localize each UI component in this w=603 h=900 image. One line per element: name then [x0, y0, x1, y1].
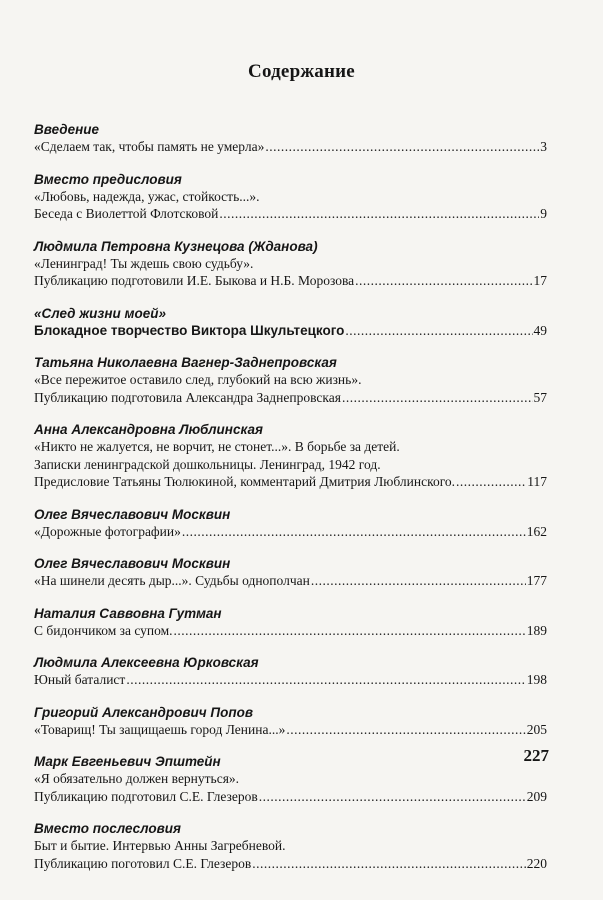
entry-page-number: 177: [526, 573, 547, 588]
entry-title-line: «Сделаем так, чтобы память не умерла» ..... 3: [34, 138, 547, 156]
entry-title-line: Юный баталист ..... 198: [34, 671, 547, 689]
toc-entry-foreword[interactable]: [34, 171, 547, 223]
entry-author: Олег Вячеславович Москвин: [34, 556, 231, 571]
entry-page-number: 198: [526, 672, 547, 687]
entry-title-line: «Дорожные фотографии» ..... 162: [34, 523, 547, 541]
entry-title-line: С бидончиком за супом. ..... 189: [34, 622, 547, 640]
leader-dots: [219, 205, 539, 223]
entry-title-line: «Все пережитое оставило след, глубокий на всю жизнь».: [34, 372, 362, 387]
entry-page-number: 17: [533, 273, 547, 288]
leader-dots: [252, 855, 525, 873]
toc-entry-popov[interactable]: [34, 704, 547, 739]
entry-title-line: Беседа с Виолеттой Флотсковой ..... 9: [34, 205, 547, 223]
entry-page-number: 205: [526, 721, 547, 737]
toc-entry-shkultetsky[interactable]: [34, 305, 547, 340]
entry-title-line: «Я обязательно должен вернуться».: [34, 771, 240, 786]
leader-dots: [259, 788, 526, 806]
leader-dots: [286, 721, 525, 739]
entry-heading: «След жизни моей»: [34, 305, 166, 321]
toc-entry-kuznetsova[interactable]: [34, 238, 547, 290]
entry-heading: Введение: [34, 122, 100, 137]
entry-page-number: 162: [526, 523, 547, 539]
leader-dots: [174, 622, 526, 640]
entry-page-number: 220: [526, 855, 547, 871]
entry-page-number: 9: [540, 206, 547, 221]
page-title: Содержание: [248, 61, 355, 82]
leader-dots: [345, 322, 532, 340]
toc-entry-gutman[interactable]: [34, 605, 547, 640]
leader-dots: [182, 523, 526, 541]
entry-heading: Вместо предисловия: [34, 171, 182, 187]
entry-author: Людмила Алексеевна Юрковская: [34, 655, 259, 670]
toc-entry-wagner-zadneprovskaya[interactable]: [34, 354, 547, 406]
entry-page-number: 49: [533, 322, 547, 338]
entry-author: Григорий Александрович Попов: [34, 704, 253, 720]
toc-entry-epshtein[interactable]: [34, 753, 547, 805]
entry-title-line: «Товарищ! Ты защищаешь город Ленина...» ..... 205: [34, 721, 547, 739]
entry-title-line: Публикацию подготовила Александра Заднепровская ..... 57: [34, 389, 547, 407]
entry-title-line: Предисловие Татьяны Тюлюкиной, комментарий Дмитрия Люблинского. ..... 117: [34, 473, 547, 491]
entry-title-line: «Ленинград! Ты ждешь свою судьбу».: [34, 255, 254, 271]
entry-author: Наталия Саввовна Гутман: [34, 605, 222, 621]
entry-page-number: 117: [527, 474, 547, 489]
entry-title-line: Публикацию подготовил С.Е. Глезеров ..... 209: [34, 788, 547, 806]
entry-author: Анна Александровна Люблинская: [34, 422, 263, 437]
toc-entry-lyublinskaya[interactable]: [34, 421, 547, 491]
toc-entry-introduction[interactable]: [34, 121, 547, 156]
entry-title-line: Записки ленинградской дошкольницы. Ленинград, 1942 год.: [34, 456, 381, 472]
entry-subheading: Блокадное творчество Виктора Шкультецкого ..... 49: [34, 322, 547, 340]
entry-title-line: «На шинели десять дыр...». Судьбы однополчан ..... 177: [34, 572, 547, 590]
toc-entry-moskvin-2[interactable]: [34, 555, 547, 590]
table-of-contents: [34, 121, 547, 887]
entry-page-number: 189: [526, 622, 547, 638]
toc-entry-moskvin-1[interactable]: [34, 506, 547, 541]
entry-title-line: Публикацию поготовил С.Е. Глезеров ..... 220: [34, 855, 547, 873]
entry-author: Марк Евгеньевич Эпштейн: [34, 754, 221, 769]
entry-title-line: Публикацию подготовили И.Е. Быкова и Н.Б. Морозова ..... 17: [34, 272, 547, 290]
toc-entry-yurkovskaya[interactable]: [34, 654, 547, 689]
leader-dots: [355, 272, 532, 290]
leader-dots: [311, 572, 526, 590]
page-number: 227: [523, 746, 549, 765]
entry-title-line: «Никто не жалуется, не ворчит, не стонет...». В борьбе за детей.: [34, 439, 400, 454]
entry-author: Людмила Петровна Кузнецова (Жданова): [34, 238, 318, 254]
entry-author: Олег Вячеславович Москвин: [34, 506, 231, 522]
entry-page-number: 209: [526, 788, 547, 804]
toc-entry-afterword[interactable]: [34, 820, 547, 872]
leader-dots: [126, 671, 525, 689]
entry-page-number: 57: [533, 389, 547, 405]
entry-author: Татьяна Николаевна Вагнер-Заднепровская: [34, 355, 337, 370]
entry-title-line: «Любовь, надежда, ужас, стойкость...».: [34, 188, 260, 204]
entry-title-line: Быт и бытие. Интервью Анны Загребневой.: [34, 838, 286, 853]
leader-dots: [265, 138, 539, 156]
leader-dots: [456, 473, 526, 491]
leader-dots: [342, 389, 533, 407]
entry-page-number: 3: [540, 139, 547, 154]
entry-heading: Вместо послесловия: [34, 821, 181, 836]
